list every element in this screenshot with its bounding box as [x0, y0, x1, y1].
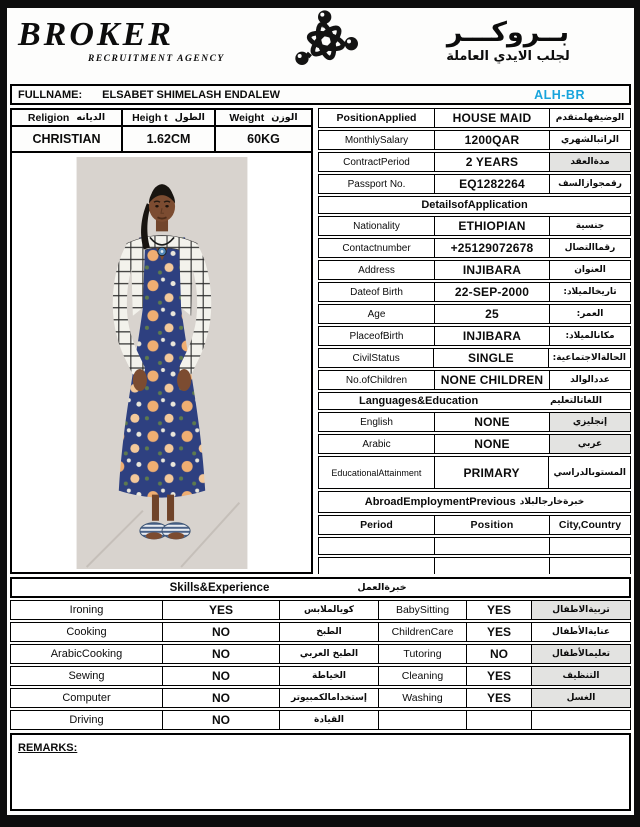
form-row [318, 216, 631, 236]
form-row [318, 434, 631, 454]
field-value: +25129072678 [435, 238, 550, 258]
field-label-arabic: جنسية [550, 216, 631, 236]
skill-value: YES [467, 622, 532, 642]
vitals-value: CHRISTIAN [10, 127, 123, 153]
abroad-city-cell [550, 557, 631, 574]
skill-label-arabic: القيادة [280, 710, 379, 730]
field-label-arabic: المستوىالدراسي [549, 456, 631, 489]
skill-value: YES [163, 600, 280, 620]
skill-label-arabic: الخياطة [280, 666, 379, 686]
skill-label: Sewing [10, 666, 163, 686]
abroad-employment-header [318, 491, 631, 513]
skills-section-header [10, 577, 631, 598]
field-label: Nationality [318, 216, 435, 236]
field-label-arabic: تاريخالميلاد: [550, 282, 631, 302]
fullname-label: FULLNAME: [18, 88, 83, 101]
form-row [318, 152, 631, 172]
skill-label: Computer [10, 688, 163, 708]
skill-label: BabySitting [379, 600, 467, 620]
vitals-value: 1.62CM [123, 127, 216, 153]
abroad-columns-header-row [318, 515, 631, 535]
field-label: EducationalAttainment [318, 456, 435, 489]
skills-row [10, 644, 631, 664]
skill-label-arabic: تعليمالأطفال [532, 644, 631, 664]
fullname-bar [10, 84, 631, 105]
field-value: 25 [435, 304, 550, 324]
vitals-header-cell [123, 108, 216, 127]
field-label: Address [318, 260, 435, 280]
form-row [318, 282, 631, 302]
field-label-arabic: رقماالتصال [550, 238, 631, 258]
skill-value: NO [163, 622, 280, 642]
skill-value: YES [467, 688, 532, 708]
skill-value: NO [163, 666, 280, 686]
field-label-arabic: عددالوالد [550, 370, 631, 390]
form-row [318, 326, 631, 346]
field-label: English [318, 412, 435, 432]
field-label: Contactnumber [318, 238, 435, 258]
skill-label-arabic: تربيةالاطفال [532, 600, 631, 620]
remarks-label: REMARKS: [18, 742, 78, 754]
form-row [318, 348, 631, 368]
skill-label-arabic: الطبخ العربي [280, 644, 379, 664]
abroad-header-label-arabic: خبرةخارجالبلاد [519, 497, 585, 507]
abroad-column-header: Period [318, 515, 435, 535]
field-label: PlaceofBirth [318, 326, 435, 346]
field-label-arabic: الراتبالشهري [550, 130, 631, 150]
field-label-arabic: الوضيفهلمتقدم [550, 108, 631, 128]
field-value: PRIMARY [435, 456, 550, 489]
field-label-arabic: رقمجوازالسف [550, 174, 631, 194]
form-row [318, 412, 631, 432]
abroad-column-header: Position [435, 515, 550, 535]
field-label: MonthlySalary [318, 130, 435, 150]
skill-value: NO [163, 644, 280, 664]
skill-label: ChildrenCare [379, 622, 467, 642]
field-value: EQ1282264 [435, 174, 550, 194]
skill-label: Driving [10, 710, 163, 730]
languages-header-label-arabic: اللغاتالتعليم [550, 396, 602, 406]
vitals-header-label: Religion [27, 111, 70, 124]
vitals-header-cell [10, 108, 123, 127]
application-table [318, 108, 631, 574]
form-row [318, 304, 631, 324]
form-row [318, 108, 631, 128]
skill-label-arabic: الطبخ [280, 622, 379, 642]
skill-label: Tutoring [379, 644, 467, 664]
form-row [318, 370, 631, 390]
field-label: Dateof Birth [318, 282, 435, 302]
field-value: INJIBARA [435, 326, 550, 346]
agency-brand-arabic [393, 18, 623, 64]
vitals-header-cell [216, 108, 313, 127]
abroad-empty-row [318, 557, 631, 574]
agency-subtitle-arabic: لجلب الايدي العاملة [446, 48, 570, 64]
skills-row [10, 666, 631, 686]
abroad-city-cell [550, 537, 631, 555]
field-value: 1200QAR [435, 130, 550, 150]
field-value: 22-SEP-2000 [435, 282, 550, 302]
abroad-period-cell [318, 537, 435, 555]
field-label: CivilStatus [318, 348, 434, 368]
skill-label: Ironing [10, 600, 163, 620]
skills-row [10, 600, 631, 620]
field-value: SINGLE [434, 348, 548, 368]
field-label-arabic: مكانالميلاد: [550, 326, 631, 346]
skill-label-arabic [532, 710, 631, 730]
vitals-header-label-arabic: الطول [174, 112, 205, 123]
field-label-arabic: عربي [550, 434, 631, 454]
abroad-column-header: City,Country [550, 515, 631, 535]
skills-header-label: Skills&Experience [169, 582, 270, 594]
skill-value: NO [467, 644, 532, 664]
left-column [10, 108, 313, 574]
field-value: NONE [435, 434, 550, 454]
skill-value: YES [467, 600, 532, 620]
vitals-header-label-arabic: الوزن [271, 112, 298, 123]
field-value: INJIBARA [435, 260, 550, 280]
languages-header-label: Languages&Education [359, 395, 479, 407]
skill-label: Cooking [10, 622, 163, 642]
field-value: NONE [435, 412, 550, 432]
abroad-period-cell [318, 557, 435, 574]
field-label: Arabic [318, 434, 435, 454]
skill-label [379, 710, 467, 730]
abroad-header-label: AbroadEmploymentPrevious [364, 496, 516, 508]
form-row [318, 260, 631, 280]
vitals-value-row [10, 127, 313, 153]
field-value: ETHIOPIAN [435, 216, 550, 236]
agency-name: BROKER [18, 16, 174, 53]
field-label: Passport No. [318, 174, 435, 194]
skill-label-arabic: التنظيف [532, 666, 631, 686]
skills-row [10, 710, 631, 730]
field-label: Age [318, 304, 435, 324]
languages-section-header [318, 392, 631, 410]
field-value: NONE CHILDREN [435, 370, 550, 390]
vitals-header-row [10, 108, 313, 127]
skill-value [467, 710, 532, 730]
field-value: 2 YEARS [435, 152, 550, 172]
skills-header-label-arabic: خبرةالعمل [357, 582, 407, 593]
agency-subtitle: RECRUITMENT AGENCY [88, 54, 225, 64]
skill-value: YES [467, 666, 532, 686]
skill-label: Washing [379, 688, 467, 708]
skill-label-arabic: إستخدامالكمبيوتر [280, 688, 379, 708]
vitals-header-label: Heigh t [132, 111, 168, 124]
agency-header [10, 10, 631, 72]
agency-brand-english [18, 18, 258, 64]
skill-label-arabic: الغسل [532, 688, 631, 708]
abroad-empty-row [318, 537, 631, 555]
skills-table [10, 600, 631, 730]
field-label-arabic: الحالةالاجتماعية: [549, 348, 631, 368]
fullname-value: ELSABET SHIMELASH ENDALEW [102, 88, 280, 101]
skill-label-arabic: كويالملابس [280, 600, 379, 620]
field-value: HOUSE MAID [435, 108, 550, 128]
skill-label: ArabicCooking [10, 644, 163, 664]
form-body [10, 108, 631, 574]
vitals-header-label: Weight [229, 111, 265, 124]
agency-name-arabic: بــروكـــر [446, 17, 570, 49]
agency-logo-icon [287, 9, 365, 74]
form-row [318, 456, 631, 489]
field-label: No.ofChildren [318, 370, 435, 390]
field-label-arabic: إنجليزي [550, 412, 631, 432]
form-row [318, 238, 631, 258]
form-row [318, 174, 631, 194]
details-section-header: DetailsofApplication [318, 196, 631, 214]
skill-value: NO [163, 710, 280, 730]
applicant-photo [76, 157, 248, 569]
skill-value: NO [163, 688, 280, 708]
field-label: ContractPeriod [318, 152, 435, 172]
skill-label-arabic: عنايةالأطفال [532, 622, 631, 642]
abroad-position-cell [435, 557, 550, 574]
vitals-value: 60KG [216, 127, 313, 153]
skills-row [10, 688, 631, 708]
field-label-arabic: العنوان [550, 260, 631, 280]
vitals-header-label-arabic: الديانه [76, 112, 106, 123]
abroad-position-cell [435, 537, 550, 555]
photo-panel [10, 153, 313, 574]
field-label: PositionApplied [318, 108, 435, 128]
field-label-arabic: العمر: [550, 304, 631, 324]
remarks-box [10, 733, 631, 811]
skills-row [10, 622, 631, 642]
form-row [318, 130, 631, 150]
skill-label: Cleaning [379, 666, 467, 686]
reference-code: ALH-BR [534, 87, 585, 102]
field-label-arabic: مدةالعقد [550, 152, 631, 172]
